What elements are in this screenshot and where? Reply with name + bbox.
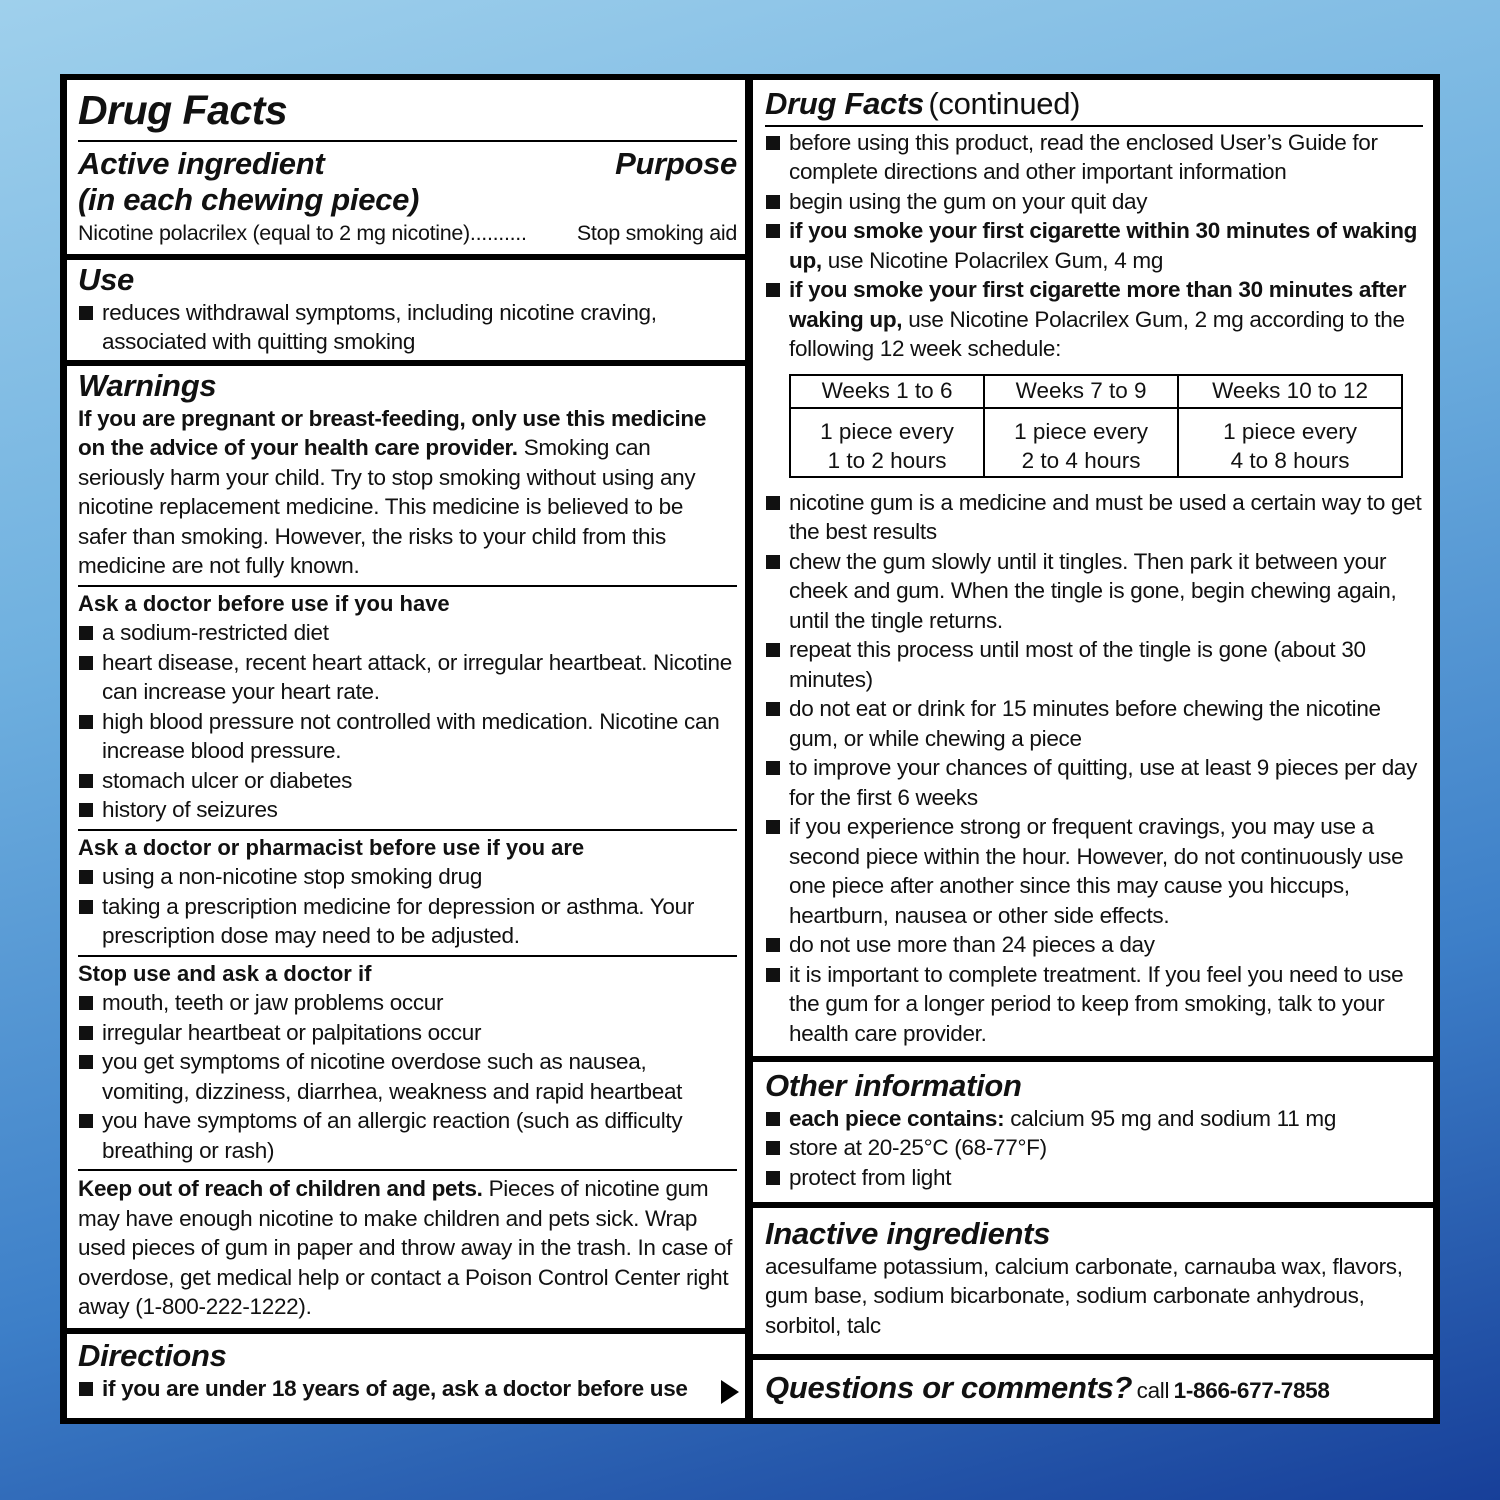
use-heading: Use <box>78 262 134 297</box>
phone-number: 1-866-677-7858 <box>1173 1378 1330 1403</box>
list-item: if you smoke your first cigarette within 30 minutes of waking up, use Nicotine Polacrilex Gum, 4 mg <box>765 216 1423 275</box>
directions-list-a <box>765 128 1423 364</box>
ingredient-name: Nicotine polacrilex (equal to 2 mg nicotine) <box>78 221 470 246</box>
list-item: high blood pressure not controlled with medication. Nicotine can increase blood pressure. <box>78 707 737 766</box>
list-item: a sodium-restricted diet <box>78 618 737 648</box>
directions-heading: Directions <box>78 1338 227 1373</box>
list-item: to improve your chances of quitting, use at least 9 pieces per day for the first 6 weeks <box>765 753 1423 812</box>
call-label: call <box>1136 1378 1170 1403</box>
ingredient-purpose: Stop smoking aid <box>576 221 737 246</box>
list-item: stomach ulcer or diabetes <box>78 766 737 796</box>
table-cell: 1 piece every 1 to 2 hours <box>790 408 984 477</box>
list-item: heart disease, recent heart attack, or irregular heartbeat. Nicotine can increase your heart rate. <box>78 648 737 707</box>
questions-line <box>765 1370 1423 1406</box>
inactive-ingredients-text: acesulfame potassium, calcium carbonate, carnauba wax, flavors, gum base, sodium bicarbonate, sodium carbonate anhydrous, sorbitol, talc <box>765 1253 1403 1338</box>
table-cell: 1 piece every 4 to 8 hours <box>1178 408 1402 477</box>
leader-dots: .......... <box>469 221 527 246</box>
list-item: protect from light <box>765 1163 1423 1193</box>
ask-doctor-list <box>78 618 737 825</box>
ingredient-row <box>78 219 737 247</box>
table-header-row <box>790 375 1402 408</box>
list-item: chew the gum slowly until it tingles. Then park it between your cheek and gum. When the tingle is gone, begin chewing again, until the tingle returns. <box>765 547 1423 636</box>
table-header-cell: Weeks 10 to 12 <box>1178 375 1402 408</box>
directions-list <box>78 1374 737 1404</box>
use-list <box>78 298 737 357</box>
list-item: begin using the gum on your quit day <box>765 187 1423 217</box>
active-ingredient-panel <box>67 80 745 254</box>
list-item: you get symptoms of nicotine overdose such as nausea, vomiting, dizziness, diarrhea, weakness and rapid heartbeat <box>78 1047 737 1106</box>
list-item: each piece contains: calcium 95 mg and sodium 11 mg <box>765 1104 1423 1134</box>
directions-continued-panel <box>753 80 1433 1056</box>
list-item: reduces withdrawal symptoms, including nicotine craving, associated with quitting smoking <box>78 298 737 357</box>
warnings-heading: Warnings <box>78 368 217 403</box>
table-row <box>790 408 1402 477</box>
pregnancy-warning: If you are pregnant or breast-feeding, only use this medicine on the advice of your health care provider. Smoking can seriously harm your child. Try to stop smoking without using any nicotine replacement medicine. This medicine is believed to be safer than smoking. However, the risks to your child from this medicine are not fully known. <box>78 405 707 579</box>
list-item: before using this product, read the enclosed User’s Guide for complete directions and other important information <box>765 128 1423 187</box>
continued-arrow-icon <box>721 1380 739 1404</box>
table-header-cell: Weeks 1 to 6 <box>790 375 984 408</box>
dosing-schedule-table <box>789 374 1403 478</box>
list-item: history of seizures <box>78 795 737 825</box>
other-information-panel <box>753 1062 1433 1202</box>
questions-panel <box>753 1360 1433 1418</box>
list-item: if you experience strong or frequent cravings, you may use a second piece within the hour. However, do not continuously use one piece after another since this may cause you hiccups, heartburn, nausea or other side effects. <box>765 812 1423 930</box>
drug-facts-title: Drug Facts <box>78 87 288 133</box>
directions-list-b <box>765 488 1423 1049</box>
use-panel <box>67 260 745 360</box>
list-item: irregular heartbeat or palpitations occur <box>78 1018 737 1048</box>
inactive-ingredients-heading: Inactive ingredients <box>765 1216 1051 1251</box>
keep-out-of-reach: Keep out of reach of children and pets. Pieces of nicotine gum may have enough nicotine to make children and pets sick. Wrap used pieces of gum in paper and throw away in the trash. In case of overdose, get medical help or contact a Poison Control Center right away (1-800-222-1222). <box>78 1176 733 1320</box>
table-cell: 1 piece every 2 to 4 hours <box>984 408 1178 477</box>
ask-doctor-heading: Ask a doctor before use if you have <box>78 590 450 616</box>
stop-use-heading: Stop use and ask a doctor if <box>78 960 372 986</box>
list-item: mouth, teeth or jaw problems occur <box>78 988 737 1018</box>
list-item: do not use more than 24 pieces a day <box>765 930 1423 960</box>
inactive-ingredients-panel <box>753 1208 1433 1354</box>
list-item: store at 20-25°C (68-77°F) <box>765 1133 1423 1163</box>
list-item: nicotine gum is a medicine and must be used a certain way to get the best results <box>765 488 1423 547</box>
list-item: if you smoke your first cigarette more than 30 minutes after waking up, use Nicotine Polacrilex Gum, 2 mg according to the following 12 week schedule: <box>765 275 1423 364</box>
list-item: you have symptoms of an allergic reaction (such as difficulty breathing or rash) <box>78 1106 737 1165</box>
active-ingredient-heading: Active ingredient (in each chewing piece) <box>78 146 420 217</box>
ask-pharmacist-heading: Ask a doctor or pharmacist before use if you are <box>78 834 585 860</box>
other-information-heading: Other information <box>765 1068 1022 1103</box>
warnings-panel <box>67 366 745 1328</box>
ask-pharmacist-list <box>78 862 737 951</box>
drug-facts-label <box>60 74 1440 1424</box>
questions-heading: Questions or comments? <box>765 1370 1133 1405</box>
drug-facts-continued-title: Drug Facts (continued) <box>765 86 1081 121</box>
directions-panel <box>67 1334 745 1418</box>
list-item: taking a prescription medicine for depression or asthma. Your prescription dose may need to be adjusted. <box>78 892 737 951</box>
list-item: do not eat or drink for 15 minutes before chewing the nicotine gum, or while chewing a piece <box>765 694 1423 753</box>
list-item: repeat this process until most of the tingle is gone (about 30 minutes) <box>765 635 1423 694</box>
table-header-cell: Weeks 7 to 9 <box>984 375 1178 408</box>
stop-use-list <box>78 988 737 1165</box>
list-item: it is important to complete treatment. If you feel you need to use the gum for a longer period to keep from smoking, talk to your health care provider. <box>765 960 1423 1049</box>
list-item: using a non-nicotine stop smoking drug <box>78 862 737 892</box>
list-item: if you are under 18 years of age, ask a doctor before use <box>78 1374 737 1404</box>
other-information-list <box>765 1104 1423 1193</box>
purpose-heading: Purpose <box>615 146 737 182</box>
